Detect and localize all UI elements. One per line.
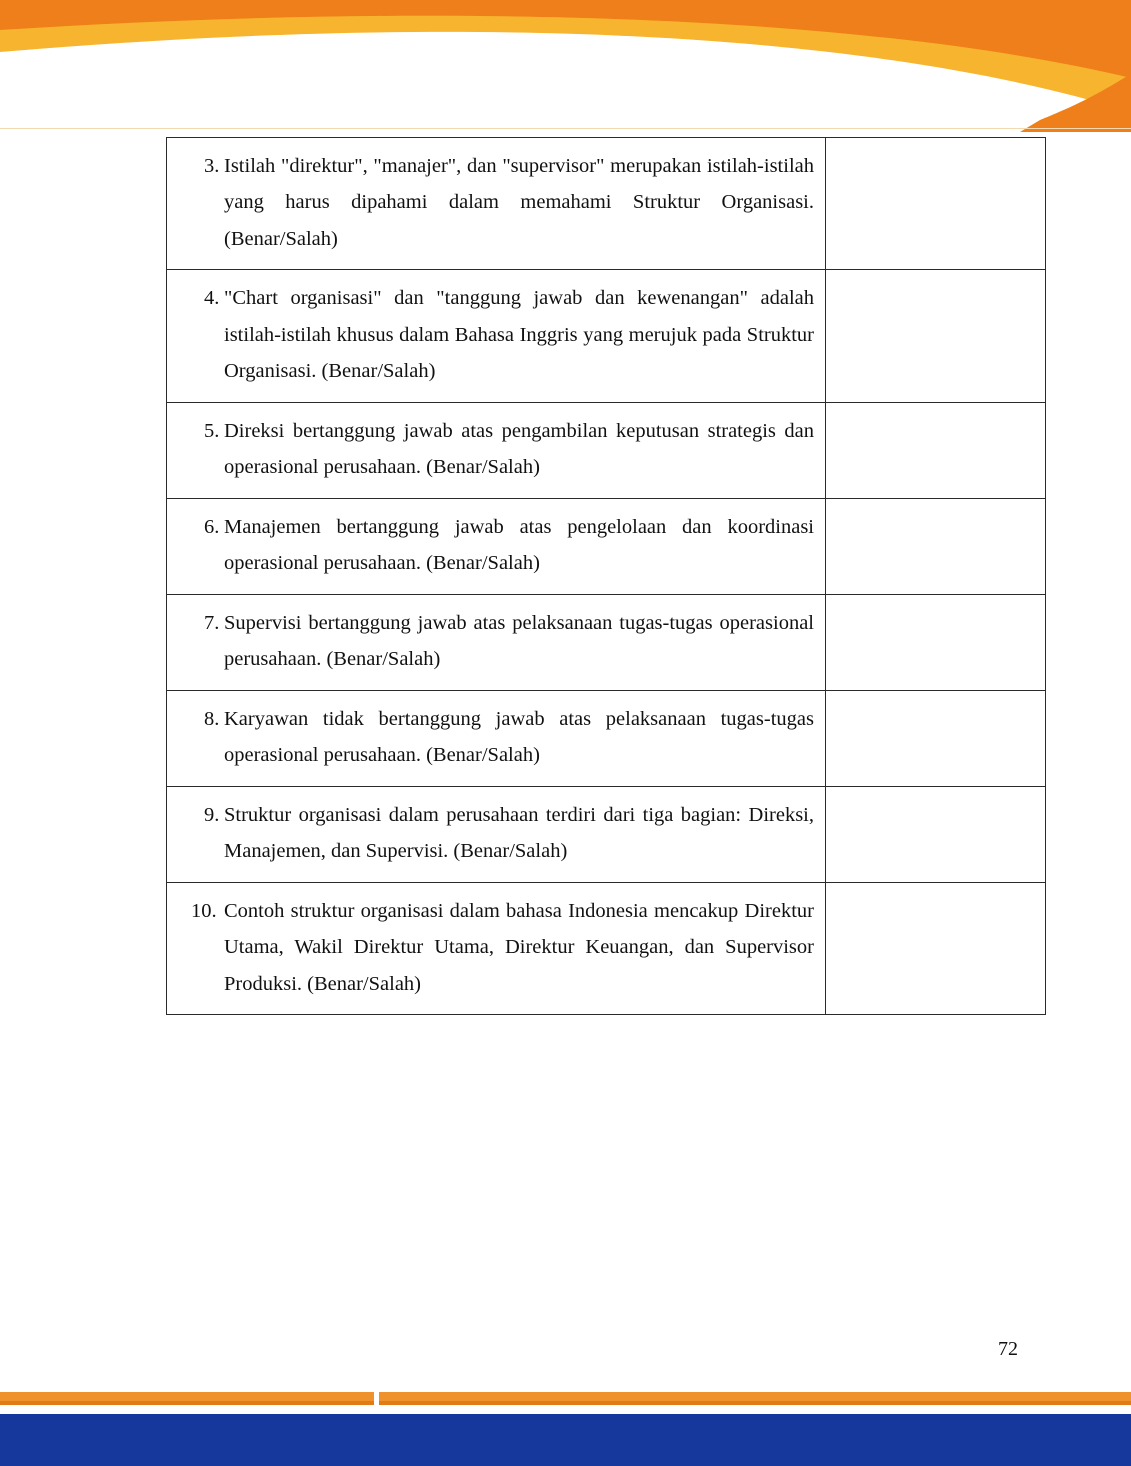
answer-cell[interactable] — [826, 786, 1046, 882]
header-decoration — [0, 0, 1131, 132]
question-text: Manajemen bertanggung jawab atas pengelolaan dan koordinasi operasional perusahaan. (Benar/Salah) — [224, 515, 814, 575]
question-number: 5. — [204, 419, 220, 442]
question-cell — [167, 690, 826, 786]
question-cell — [167, 498, 826, 594]
question-text: "Chart organisasi" dan "tanggung jawab dan kewenangan" adalah istilah-istilah khusus dalam Bahasa Inggris yang merujuk pada Struktur Organisasi. (Benar/Salah) — [224, 287, 814, 383]
table-row — [167, 786, 1046, 882]
question-text: Karyawan tidak bertanggung jawab atas pelaksanaan tugas-tugas operasional perusahaan. (Benar/Salah) — [224, 707, 814, 767]
answer-cell[interactable] — [826, 402, 1046, 498]
answer-cell[interactable] — [826, 498, 1046, 594]
table-row — [167, 498, 1046, 594]
question-cell — [167, 138, 826, 270]
question-text: Istilah "direktur", "manajer", dan "supervisor" merupakan istilah-istilah yang harus dipahami dalam memahami Struktur Organisasi. (Benar/Salah) — [224, 155, 814, 250]
page-number: 72 — [998, 1338, 1018, 1360]
table-row — [167, 270, 1046, 402]
quiz-table-wrapper — [166, 137, 1001, 1015]
question-number: 3. — [204, 155, 220, 177]
table-row — [167, 402, 1046, 498]
answer-cell[interactable] — [826, 594, 1046, 690]
footer-notch — [374, 1392, 379, 1405]
question-number: 4. — [204, 287, 220, 310]
answer-cell[interactable] — [826, 270, 1046, 402]
footer-blue-bar — [0, 1414, 1131, 1466]
quiz-table — [166, 137, 1046, 1015]
question-text: Supervisi bertanggung jawab atas pelaksanaan tugas-tugas operasional perusahaan. (Benar/Salah) — [224, 611, 814, 671]
question-text: Struktur organisasi dalam perusahaan terdiri dari tiga bagian: Direksi, Manajemen, dan Supervisi. (Benar/Salah) — [224, 803, 814, 863]
question-cell — [167, 882, 826, 1014]
question-text: Contoh struktur organisasi dalam bahasa Indonesia mencakup Direktur Utama, Wakil Direktur Utama, Direktur Keuangan, dan Supervisor Produksi. (Benar/Salah) — [224, 899, 814, 995]
table-row — [167, 882, 1046, 1014]
question-number: 10. — [191, 899, 217, 922]
question-cell — [167, 402, 826, 498]
table-row — [167, 594, 1046, 690]
question-cell — [167, 594, 826, 690]
question-cell — [167, 786, 826, 882]
footer-gap — [0, 1405, 1131, 1414]
question-number: 9. — [204, 803, 220, 826]
answer-cell[interactable] — [826, 882, 1046, 1014]
answer-cell[interactable] — [826, 138, 1046, 270]
footer-decoration — [0, 1392, 1131, 1466]
header-rule — [0, 128, 1131, 129]
answer-cell[interactable] — [826, 690, 1046, 786]
question-cell — [167, 270, 826, 402]
question-text: Direksi bertanggung jawab atas pengambilan keputusan strategis dan operasional perusahaan. (Benar/Salah) — [224, 419, 814, 479]
question-number: 7. — [204, 611, 220, 634]
footer-orange-bar — [0, 1392, 1131, 1401]
question-number: 6. — [204, 515, 220, 538]
table-row — [167, 690, 1046, 786]
table-row — [167, 138, 1046, 270]
question-number: 8. — [204, 707, 220, 730]
